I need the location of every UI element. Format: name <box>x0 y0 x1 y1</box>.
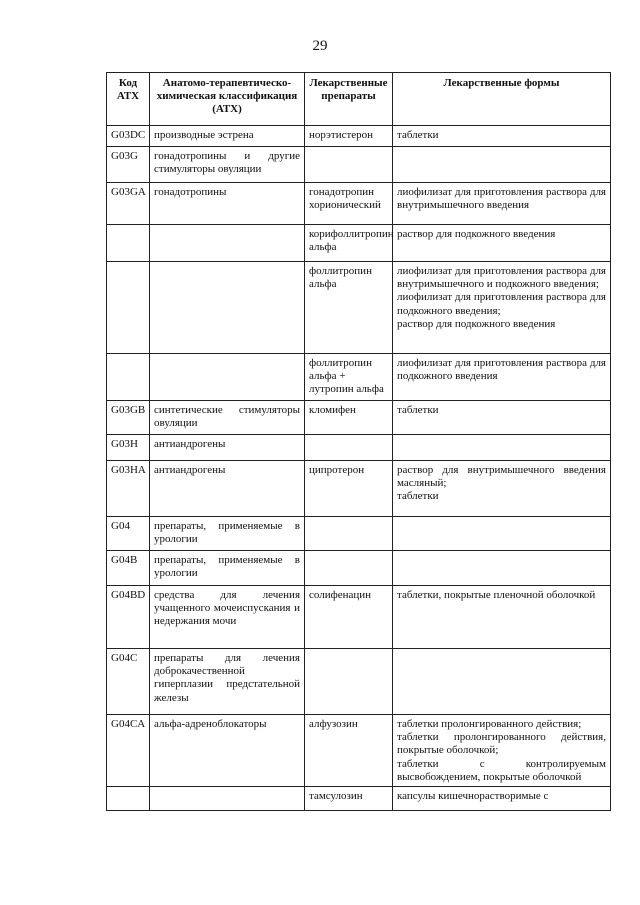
classification-cell: препараты, применяемые в урологии <box>150 517 305 551</box>
classification-cell <box>150 354 305 401</box>
code-cell: G03GB <box>107 401 150 435</box>
forms-cell <box>393 649 611 715</box>
table-row <box>107 586 611 649</box>
forms-cell <box>393 461 611 517</box>
forms-cell <box>393 786 611 810</box>
code-cell <box>107 225 150 262</box>
forms-cell <box>393 183 611 225</box>
forms-cell <box>393 551 611 586</box>
code-cell: G04CA <box>107 715 150 787</box>
header-code: Код АТХ <box>107 73 150 126</box>
drug-cell: солифенацин <box>305 586 393 649</box>
table-row <box>107 435 611 461</box>
code-cell <box>107 354 150 401</box>
forms-cell <box>393 435 611 461</box>
form-text: таблетки <box>397 490 439 503</box>
table-row <box>107 262 611 354</box>
classification-cell: синтетические стимуляторы овуляции <box>150 401 305 435</box>
forms-cell <box>393 401 611 435</box>
form-text: таблетки <box>397 129 439 141</box>
classification-cell: препараты, применяемые в урологии <box>150 551 305 586</box>
classification-cell <box>150 225 305 262</box>
header-classification: Анатомо-терапевтическо-химическая классификация (АТХ) <box>150 73 305 126</box>
form-text: раствор для подкожного введения <box>397 317 556 330</box>
classification-cell: антиандрогены <box>150 435 305 461</box>
classification-cell: производные эстрена <box>150 126 305 147</box>
drug-cell: кломифен <box>305 401 393 435</box>
forms-cell <box>393 262 611 354</box>
classification-cell: альфа-адреноблокаторы <box>150 715 305 787</box>
forms-cell <box>393 126 611 147</box>
table-row <box>107 649 611 715</box>
code-cell: G03GA <box>107 183 150 225</box>
form-text: таблетки пролонгированного действия, покрытые оболочкой; <box>397 731 606 757</box>
header-forms: Лекарственные формы <box>393 73 611 126</box>
drug-cell <box>305 649 393 715</box>
form-text: лиофилизат для приготовления раствора для подкожного введения; <box>397 291 606 317</box>
drug-cell <box>305 435 393 461</box>
drug-cell: фоллитропин альфа <box>305 262 393 354</box>
forms-cell <box>393 354 611 401</box>
classification-cell <box>150 262 305 354</box>
classification-cell: гонадотропины и другие стимуляторы овуляции <box>150 147 305 183</box>
drug-cell <box>305 551 393 586</box>
table-row <box>107 183 611 225</box>
classification-cell: антиандрогены <box>150 461 305 517</box>
drug-cell: норэтистерон <box>305 126 393 147</box>
table-row <box>107 147 611 183</box>
code-cell: G04C <box>107 649 150 715</box>
table-row <box>107 401 611 435</box>
drug-cell: алфузозин <box>305 715 393 787</box>
code-cell: G03HA <box>107 461 150 517</box>
code-cell: G03G <box>107 147 150 183</box>
form-text: таблетки с контролируемым высвобождением, покрытые оболочкой <box>397 757 606 783</box>
form-text: лиофилизат для приготовления раствора для внутримышечного и подкожного введения; <box>397 265 606 291</box>
drug-cell <box>305 517 393 551</box>
form-text: капсулы кишечнорастворимые с <box>397 789 549 802</box>
drug-cell <box>305 147 393 183</box>
drug-cell: ципротерон <box>305 461 393 517</box>
table-row <box>107 715 611 787</box>
drug-cell: корифоллитропин альфа <box>305 225 393 262</box>
code-cell: G04 <box>107 517 150 551</box>
classification-cell: гонадотропины <box>150 183 305 225</box>
code-cell <box>107 262 150 354</box>
form-text: раствор для подкожного введения <box>397 228 556 240</box>
code-cell: G03H <box>107 435 150 461</box>
table-row <box>107 517 611 551</box>
form-text: таблетки <box>397 404 439 416</box>
header-drugs: Лекарственные препараты <box>305 73 393 126</box>
forms-cell <box>393 715 611 787</box>
code-cell: G03DC <box>107 126 150 147</box>
table-row <box>107 225 611 262</box>
form-text: таблетки, покрытые пленочной оболочкой <box>397 589 596 601</box>
table-row <box>107 354 611 401</box>
table-row <box>107 461 611 517</box>
table-header-row <box>107 73 611 126</box>
drug-cell: гонадотропин хорионический <box>305 183 393 225</box>
code-cell <box>107 786 150 810</box>
form-text: лиофилизат для приготовления раствора для внутримышечного введения <box>397 186 606 212</box>
page-number: 29 <box>312 38 328 54</box>
classification-cell: средства для лечения учащенного мочеиспускания и недержания мочи <box>150 586 305 649</box>
atx-table <box>106 72 611 811</box>
forms-cell <box>393 517 611 551</box>
drug-cell: фоллитропин альфа + лутропин альфа <box>305 354 393 401</box>
code-cell: G04BD <box>107 586 150 649</box>
code-cell: G04B <box>107 551 150 586</box>
table-row <box>107 786 611 810</box>
forms-cell <box>393 586 611 649</box>
forms-cell <box>393 225 611 262</box>
classification-cell: препараты для лечения доброкачественной гиперплазии предстательной железы <box>150 649 305 715</box>
forms-cell <box>393 147 611 183</box>
classification-cell <box>150 786 305 810</box>
table-row <box>107 126 611 147</box>
table-row <box>107 551 611 586</box>
form-text: раствор для внутримышечного введения масляный; <box>397 464 606 490</box>
form-text: лиофилизат для приготовления раствора для подкожного введения <box>397 357 606 383</box>
form-text: таблетки пролонгированного действия; <box>397 718 582 730</box>
drug-cell: тамсулозин <box>305 786 393 810</box>
